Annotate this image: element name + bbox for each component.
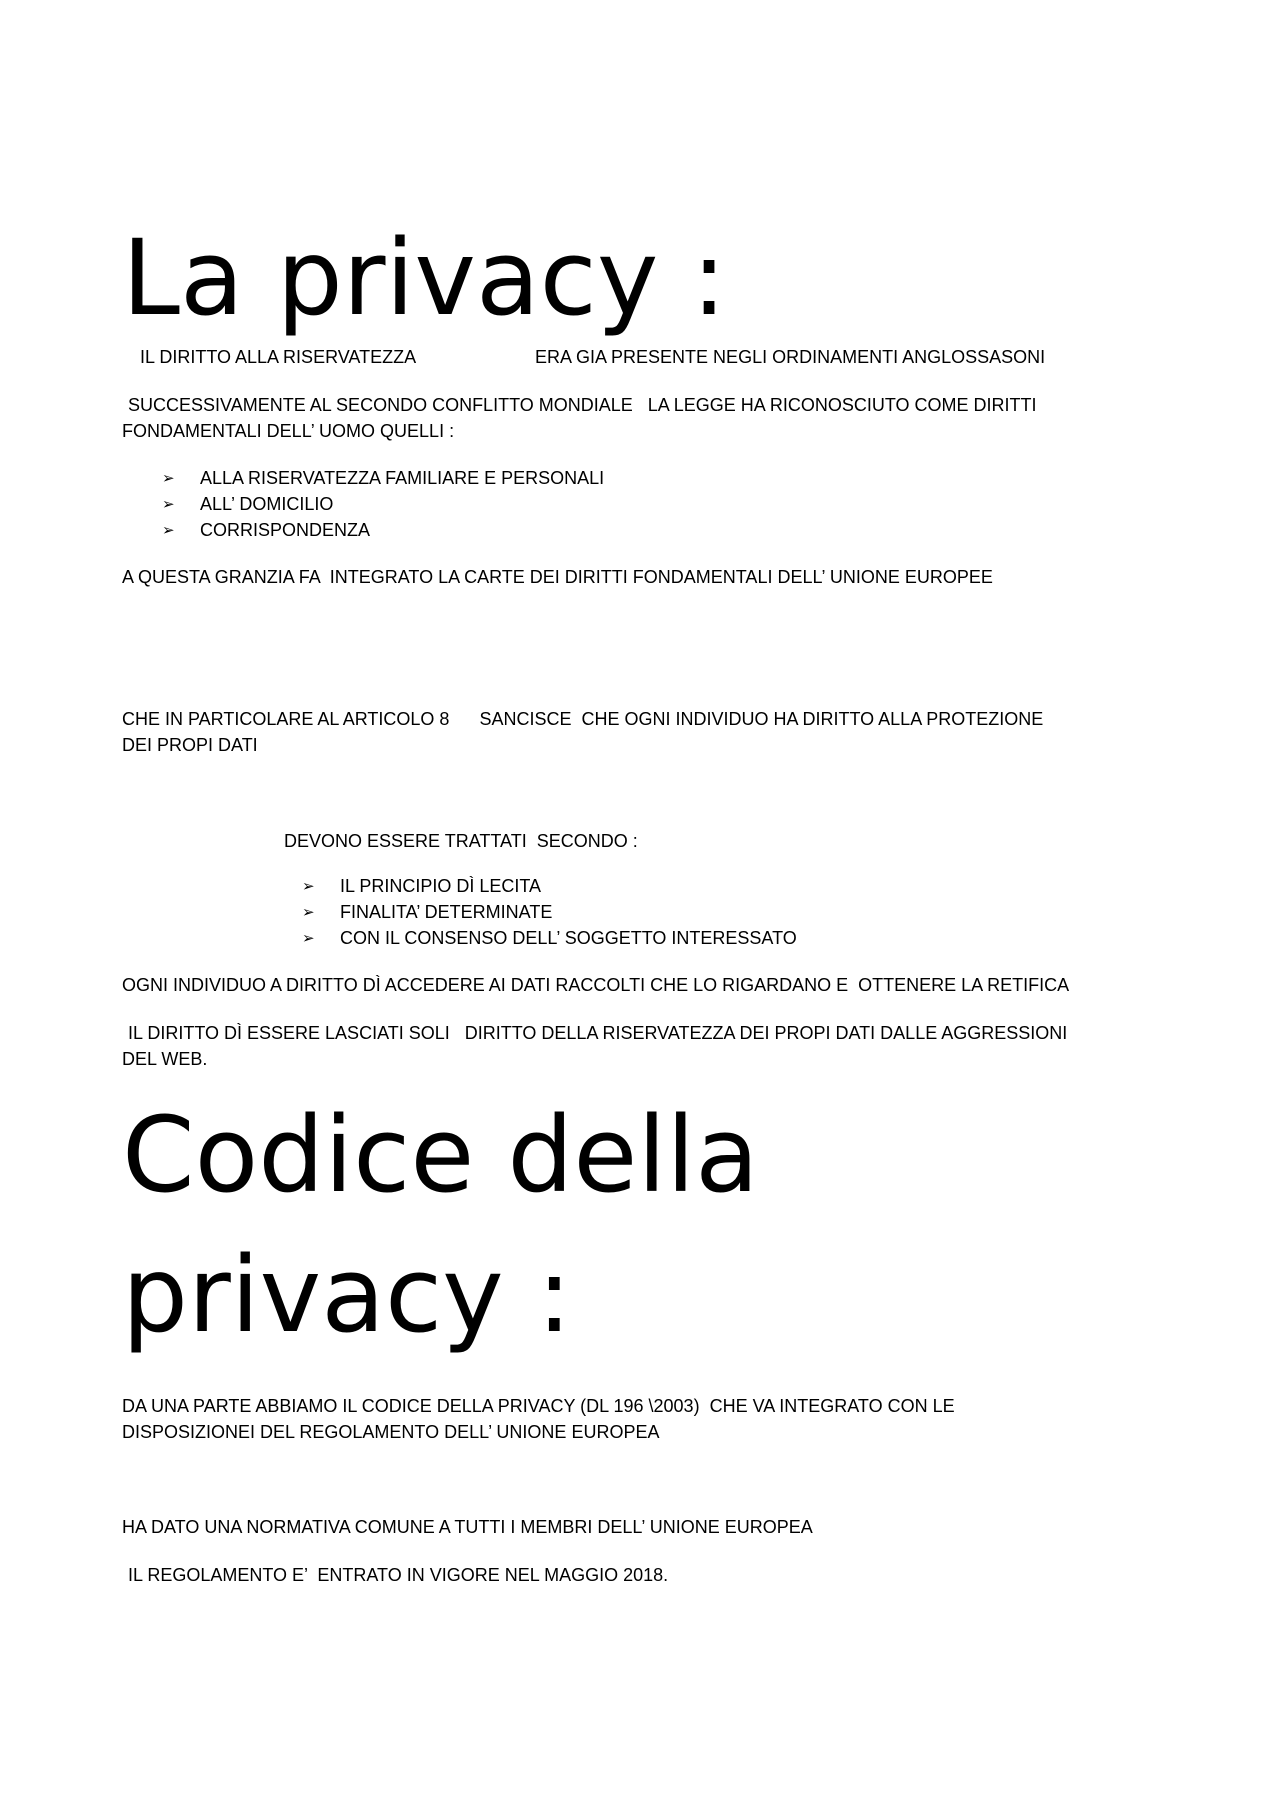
list-item-text: CORRISPONDENZA: [200, 520, 371, 540]
list-item-text: CON IL CONSENSO DELL’ SOGGETTO INTERESSATO: [340, 928, 797, 948]
paragraph-line: IL DIRITTO DÌ ESSERE LASCIATI SOLI DIRITTO DELLA RISERVATEZZA DEI PROPI DATI DALLE AGGRESSIONI: [128, 1023, 1068, 1043]
paragraph-line: DEI PROPI DATI: [122, 735, 258, 755]
rights-bullet-list: [162, 465, 604, 543]
paragraph-line: SUCCESSIVAMENTE AL SECONDO CONFLITTO MONDIALE LA LEGGE HA RICONOSCIUTO COME DIRITTI: [128, 395, 1037, 415]
paragraph-ogni-individuo: [122, 972, 1172, 998]
paragraph-line: DISPOSIZIONEI DEL REGOLAMENTO DELL’ UNIONE EUROPEA: [122, 1422, 660, 1442]
list-item: [302, 873, 797, 899]
list-item-text: FINALITA’ DETERMINATE: [340, 902, 553, 922]
paragraph-normativa-comune: [122, 1514, 1172, 1540]
list-item-text: ALLA RISERVATEZZA FAMILIARE E PERSONALI: [200, 468, 605, 488]
list-item: [302, 899, 797, 925]
list-item: [162, 465, 604, 491]
list-item-text: ALL’ DOMICILIO: [200, 494, 334, 514]
principles-bullet-list: [302, 873, 797, 951]
paragraph-carta-diritti: [122, 564, 1172, 590]
paragraph-devono-essere: [284, 828, 1280, 854]
paragraph-line: IL REGOLAMENTO E’ ENTRATO IN VIGORE NEL MAGGIO 2018.: [128, 1565, 669, 1585]
heading-line: privacy :: [122, 1234, 572, 1356]
list-item: [162, 517, 604, 543]
paragraph-line: DA UNA PARTE ABBIAMO IL CODICE DELLA PRIVACY (DL 196 \2003) CHE VA INTEGRATO CON LE: [122, 1396, 955, 1416]
arrow-bullet-icon: ➢: [162, 521, 175, 539]
arrow-bullet-icon: ➢: [162, 469, 175, 487]
paragraph-line: A QUESTA GRANZIA FA INTEGRATO LA CARTE DEI DIRITTI FONDAMENTALI DELL’ UNIONE EUROPEE: [122, 567, 993, 587]
heading-codice-della-privacy: [122, 1085, 759, 1365]
paragraph-line: DEVONO ESSERE TRATTATI SECONDO :: [284, 831, 638, 851]
paragraph-line: FONDAMENTALI DELL’ UOMO QUELLI :: [122, 421, 455, 441]
list-item: [302, 925, 797, 951]
heading-la-privacy: La privacy :: [122, 217, 727, 339]
intro-right-text: ERA GIA PRESENTE NEGLI ORDINAMENTI ANGLOSSASONI: [535, 347, 1046, 367]
intro-left-text: IL DIRITTO ALLA RISERVATEZZA: [140, 347, 417, 367]
arrow-bullet-icon: ➢: [302, 877, 315, 895]
paragraph-line: OGNI INDIVIDUO A DIRITTO DÌ ACCEDERE AI DATI RACCOLTI CHE LO RIGARDANO E OTTENERE LA RETIFICA: [122, 975, 1070, 995]
paragraph-codice-dl: [122, 1393, 1172, 1445]
list-item: [162, 491, 604, 517]
arrow-bullet-icon: ➢: [302, 903, 315, 921]
paragraph-lasciati-soli: [122, 1020, 1172, 1072]
list-item-text: IL PRINCIPIO DÌ LECITA: [340, 876, 542, 896]
arrow-bullet-icon: ➢: [162, 495, 175, 513]
paragraph-articolo-8: [122, 706, 1172, 758]
paragraph-successivamente: [122, 392, 1178, 444]
paragraph-line: CHE IN PARTICOLARE AL ARTICOLO 8 SANCISCE CHE OGNI INDIVIDUO HA DIRITTO ALLA PROTEZIONE: [122, 709, 1044, 729]
paragraph-line: DEL WEB.: [122, 1049, 208, 1069]
heading-line: Codice della: [122, 1094, 759, 1216]
arrow-bullet-icon: ➢: [302, 929, 315, 947]
paragraph-line: HA DATO UNA NORMATIVA COMUNE A TUTTI I MEMBRI DELL’ UNIONE EUROPEA: [122, 1517, 813, 1537]
paragraph-regolamento: [122, 1562, 1172, 1588]
